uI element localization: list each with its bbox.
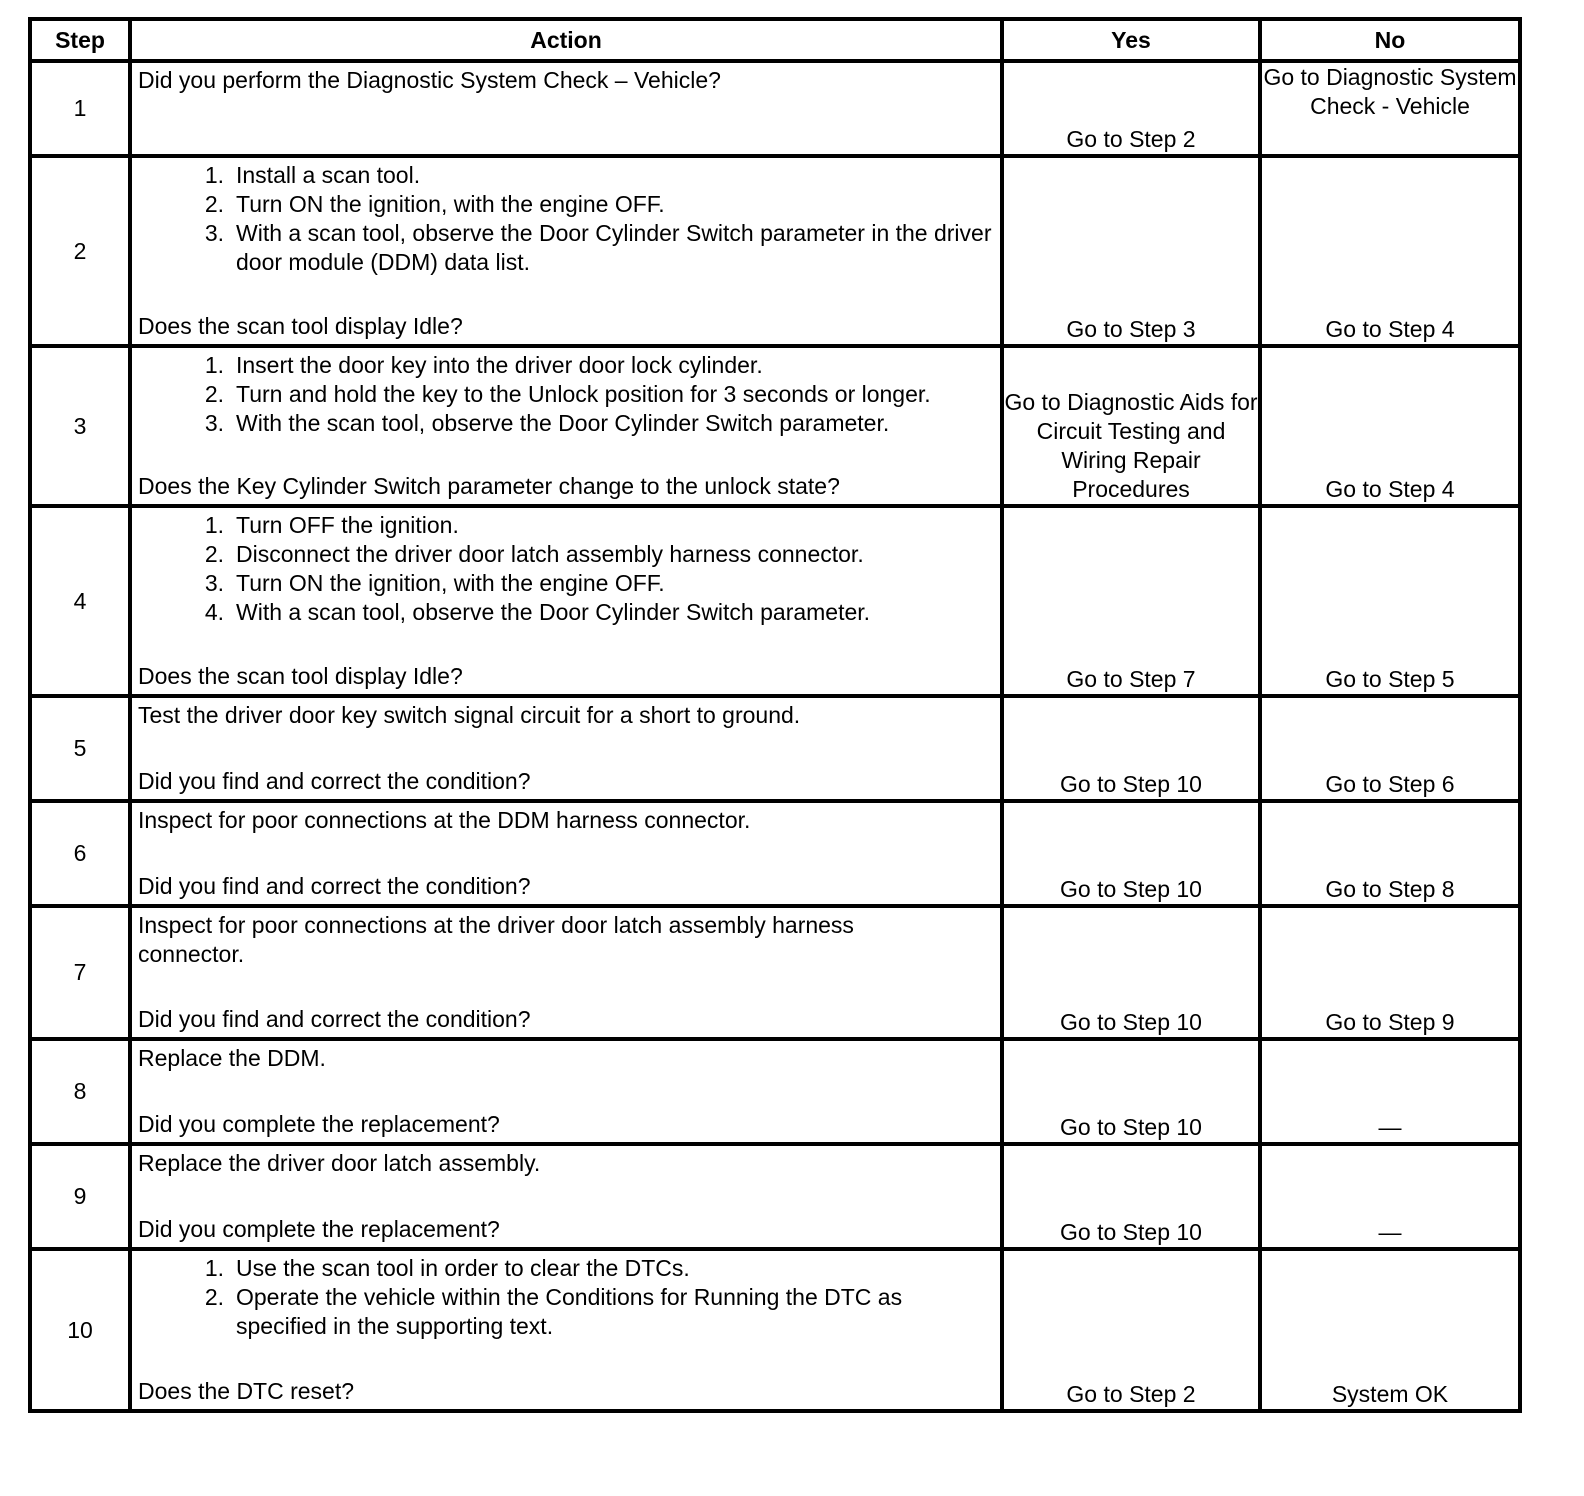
action-text: Inspect for poor connections at the driver door latch assembly harness connector. [138,912,854,967]
header-yes: Yes [1002,19,1260,61]
table-row [30,696,1520,801]
action-cell [130,1144,1002,1249]
step-number: 8 [30,1039,130,1144]
header-step: Step [30,19,130,61]
yes-outcome: Go to Step 10 [1002,801,1260,906]
action-cell [130,1249,1002,1411]
action-cell [130,156,1002,346]
yes-outcome: Go to Step 2 [1002,1249,1260,1411]
list-item: 4. With a scan tool, observe the Door Cylinder Switch parameter. [204,599,871,625]
list-item: 2. Operate the vehicle within the Conditions for Running the DTC as specified in the supporting text. [204,1284,903,1339]
action-question: Did you complete the replacement? [138,1216,500,1242]
step-number: 5 [30,696,130,801]
action-text: Inspect for poor connections at the DDM harness connector. [138,807,751,833]
instruction-list [138,511,994,627]
action-question: Did you find and correct the condition? [138,873,531,899]
step-number: 1 [30,61,130,156]
action-cell [130,906,1002,1039]
instruction-list [138,1254,994,1341]
action-question: Does the scan tool display Idle? [138,663,463,689]
step-number: 10 [30,1249,130,1411]
action-text: Replace the DDM. [138,1045,326,1071]
step-number: 9 [30,1144,130,1249]
yes-outcome: Go to Step 3 [1002,156,1260,346]
action-text: Test the driver door key switch signal circuit for a short to ground. [138,702,801,728]
list-item: 2. Disconnect the driver door latch assembly harness connector. [204,541,864,567]
no-outcome: — [1260,1039,1520,1144]
list-item: 1. Turn OFF the ignition. [204,512,459,538]
action-question: Does the Key Cylinder Switch parameter change to the unlock state? [138,473,840,499]
header-no: No [1260,19,1520,61]
table-row [30,506,1520,696]
table-row [30,1249,1520,1411]
no-outcome: Go to Step 8 [1260,801,1520,906]
no-outcome: Go to Step 9 [1260,906,1520,1039]
table-row [30,1039,1520,1144]
action-question: Did you find and correct the condition? [138,768,531,794]
list-item: 3. With the scan tool, observe the Door Cylinder Switch parameter. [204,410,890,436]
step-number: 2 [30,156,130,346]
action-question: Does the scan tool display Idle? [138,313,463,339]
yes-outcome: Go to Step 10 [1002,696,1260,801]
diagnostic-table [28,17,1522,1413]
list-item: 1. Use the scan tool in order to clear the DTCs. [204,1255,690,1281]
list-item: 1. Install a scan tool. [204,162,421,188]
yes-outcome: Go to Diagnostic Aids for Circuit Testing and Wiring Repair Procedures [1002,346,1260,506]
list-item: 3. With a scan tool, observe the Door Cylinder Switch parameter in the driver door module (DDM) data list. [204,220,992,275]
list-item: 3. Turn ON the ignition, with the engine OFF. [204,570,665,596]
action-cell [130,801,1002,906]
table-row [30,61,1520,156]
table-row [30,1144,1520,1249]
header-action: Action [130,19,1002,61]
list-item: 2. Turn ON the ignition, with the engine OFF. [204,191,665,217]
action-question: Does the DTC reset? [138,1378,355,1404]
no-outcome: — [1260,1144,1520,1249]
action-cell [130,346,1002,506]
table-row [30,156,1520,346]
list-item: 1. Insert the door key into the driver door lock cylinder. [204,352,763,378]
step-number: 7 [30,906,130,1039]
action-cell [130,506,1002,696]
table-row [30,346,1520,506]
yes-outcome: Go to Step 7 [1002,506,1260,696]
no-outcome: Go to Diagnostic System Check - Vehicle [1260,61,1520,156]
action-cell [130,1039,1002,1144]
action-cell [130,61,1002,156]
yes-outcome: Go to Step 10 [1002,1039,1260,1144]
list-item: 2. Turn and hold the key to the Unlock position for 3 seconds or longer. [204,381,931,407]
step-number: 3 [30,346,130,506]
no-outcome: Go to Step 5 [1260,506,1520,696]
yes-outcome: Go to Step 10 [1002,1144,1260,1249]
yes-outcome: Go to Step 10 [1002,906,1260,1039]
header-row [30,19,1520,61]
no-outcome: System OK [1260,1249,1520,1411]
instruction-list [138,351,994,438]
no-outcome: Go to Step 4 [1260,156,1520,346]
instruction-list [138,161,994,277]
table-row [30,906,1520,1039]
action-text: Did you perform the Diagnostic System Check – Vehicle? [138,67,721,93]
table-row [30,801,1520,906]
action-text: Replace the driver door latch assembly. [138,1150,541,1176]
action-question: Did you complete the replacement? [138,1111,500,1137]
action-cell [130,696,1002,801]
step-number: 6 [30,801,130,906]
action-question: Did you find and correct the condition? [138,1006,531,1032]
no-outcome: Go to Step 6 [1260,696,1520,801]
no-outcome: Go to Step 4 [1260,346,1520,506]
yes-outcome: Go to Step 2 [1002,61,1260,156]
step-number: 4 [30,506,130,696]
